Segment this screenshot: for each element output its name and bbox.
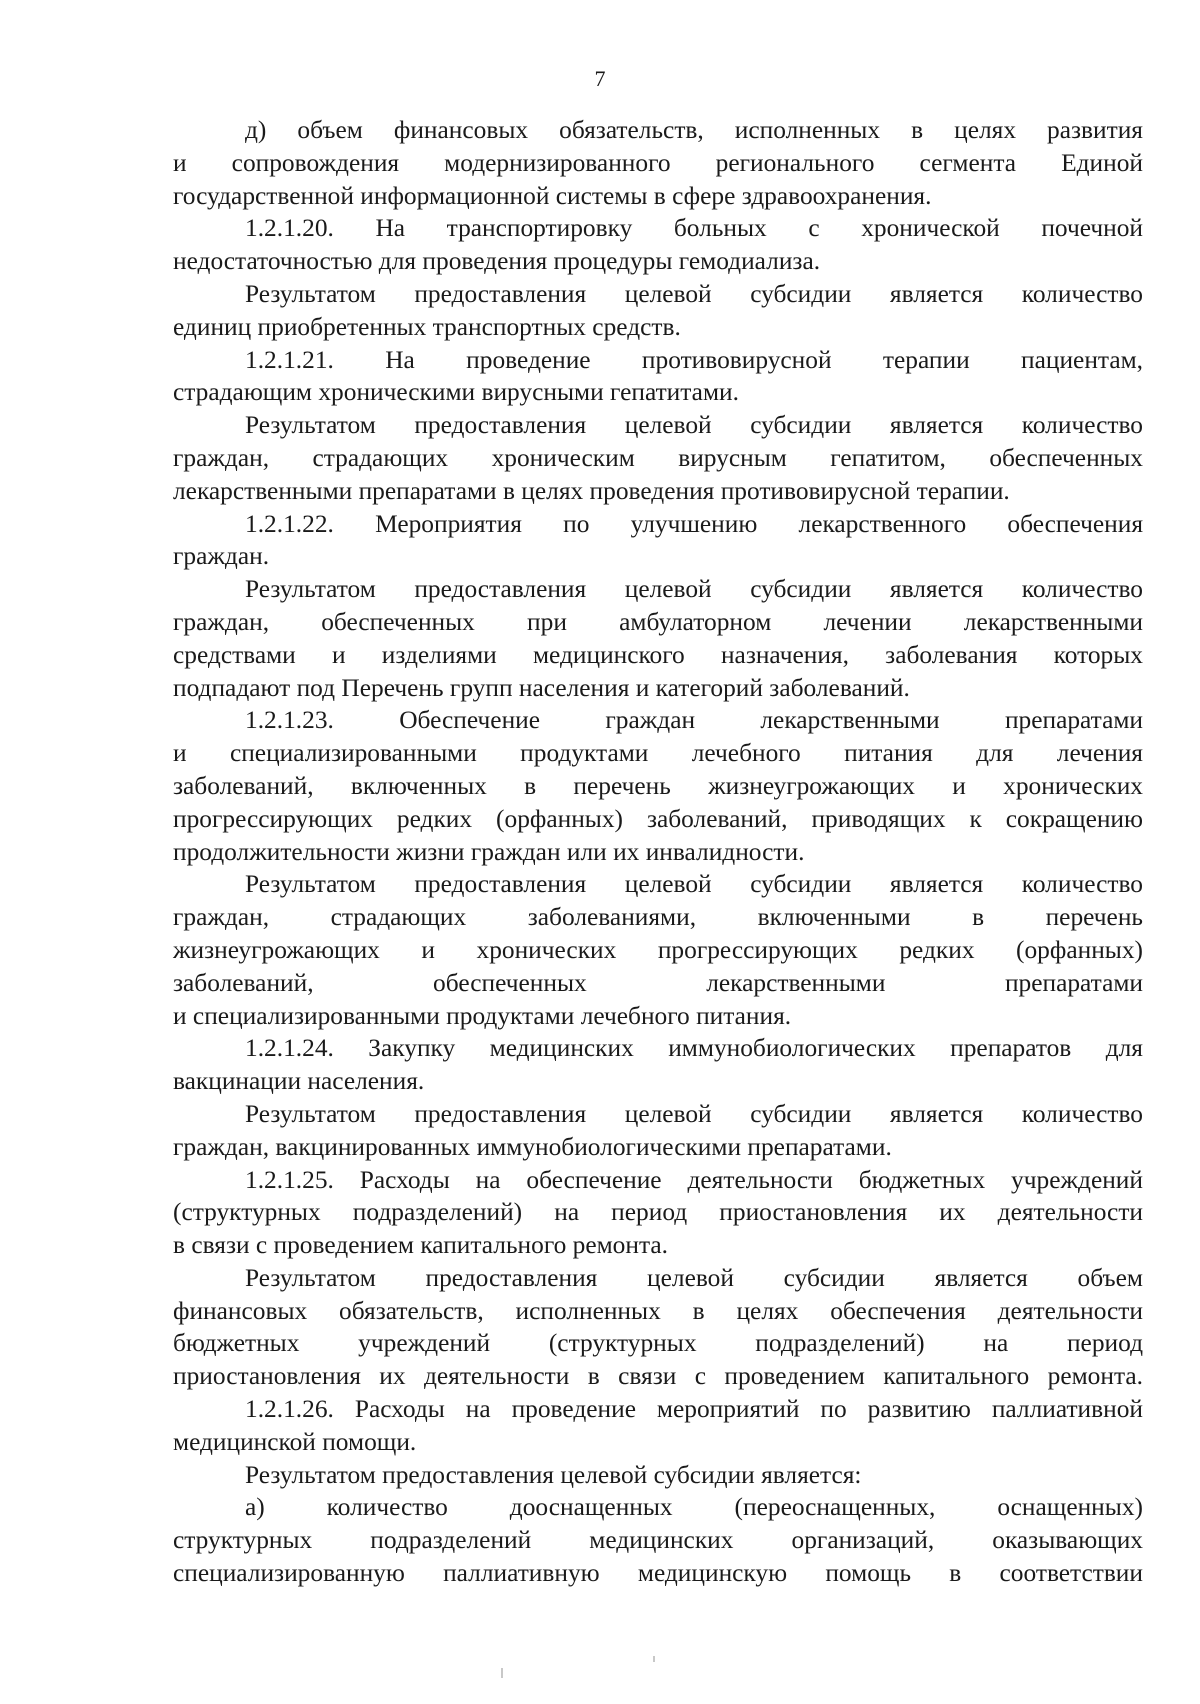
- text-line: 1.2.1.24. Закупку медицинских иммунобиологических препаратов для: [245, 1034, 1143, 1063]
- scan-artifact: [653, 1656, 655, 1662]
- text-line: 1.2.1.20. На транспортировку больных с хронической почечной: [245, 214, 1143, 243]
- text-line: граждан.: [173, 542, 270, 571]
- text-line: финансовых обязательств, исполненных в целях обеспечения деятельности: [173, 1296, 1143, 1325]
- text-line: заболеваний, включенных в перечень жизнеугрожающих и хронических: [173, 771, 1143, 800]
- text-line: граждан, страдающих заболеваниями, включенными в перечень: [173, 903, 1143, 932]
- text-line: бюджетных учреждений (структурных подразделений) на период: [173, 1329, 1143, 1358]
- scan-artifact: [501, 1668, 503, 1678]
- text-line: Результатом предоставления целевой субсидии является объем: [245, 1263, 1143, 1292]
- text-line: медицинской помощи.: [173, 1427, 417, 1456]
- page-number: 7: [594, 66, 606, 91]
- text-line: (структурных подразделений) на период приостановления их деятельности: [173, 1198, 1143, 1227]
- text-line: Результатом предоставления целевой субсидии является количество: [245, 870, 1143, 899]
- text-line: недостаточностью для проведения процедуры гемодиализа.: [173, 247, 821, 276]
- text-line: и сопровождения модернизированного регионального сегмента Единой: [173, 148, 1143, 177]
- text-line: единиц приобретенных транспортных средств.: [173, 312, 681, 341]
- document-body: [173, 114, 1143, 1590]
- text-line: государственной информационной системы в сфере здравоохранения.: [173, 181, 932, 210]
- text-line: 1.2.1.26. Расходы на проведение мероприятий по развитию паллиативной: [245, 1395, 1143, 1424]
- text-line: прогрессирующих редких (орфанных) заболеваний, приводящих к сокращению: [173, 804, 1143, 833]
- text-line: Результатом предоставления целевой субсидии является количество: [245, 279, 1143, 308]
- text-line: вакцинации населения.: [173, 1067, 425, 1096]
- text-line: граждан, страдающих хроническим вирусным гепатитом, обеспеченных: [173, 443, 1143, 472]
- text-line: продолжительности жизни граждан или их инвалидности.: [173, 837, 805, 866]
- text-line: приостановления их деятельности в связи с проведением капитального ремонта.: [173, 1362, 1143, 1391]
- text-line: 1.2.1.23. Обеспечение граждан лекарственными препаратами: [245, 706, 1143, 735]
- text-line: 1.2.1.21. На проведение противовирусной терапии пациентам,: [245, 345, 1143, 374]
- text-line: Результатом предоставления целевой субсидии является количество: [245, 1099, 1143, 1128]
- text-line: структурных подразделений медицинских организаций, оказывающих: [173, 1526, 1143, 1555]
- text-line: Результатом предоставления целевой субсидии является количество: [245, 575, 1143, 604]
- text-line: граждан, вакцинированных иммунобиологическими препаратами.: [173, 1132, 892, 1161]
- text-line: граждан, обеспеченных при амбулаторном лечении лекарственными: [173, 607, 1143, 636]
- text-line: подпадают под Перечень групп населения и категорий заболеваний.: [173, 673, 910, 702]
- text-line: 1.2.1.25. Расходы на обеспечение деятельности бюджетных учреждений: [245, 1165, 1143, 1194]
- text-line: средствами и изделиями медицинского назначения, заболевания которых: [173, 640, 1143, 669]
- text-line: а) количество дооснащенных (переоснащенных, оснащенных): [245, 1493, 1143, 1522]
- text-line: лекарственными препаратами в целях проведения противовирусной терапии.: [173, 476, 1010, 505]
- text-line: и специализированными продуктами лечебного питания для лечения: [173, 739, 1143, 768]
- text-line: Результатом предоставления целевой субсидии является:: [245, 1460, 862, 1489]
- text-line: заболеваний, обеспеченных лекарственными препаратами: [173, 968, 1143, 997]
- text-line: д) объем финансовых обязательств, исполненных в целях развития: [245, 116, 1143, 144]
- text-line: в связи с проведением капитального ремонта.: [173, 1231, 668, 1260]
- text-line: 1.2.1.22. Мероприятия по улучшению лекарственного обеспечения: [245, 509, 1143, 538]
- text-line: и специализированными продуктами лечебного питания.: [173, 1001, 792, 1030]
- text-line: специализированную паллиативную медицинскую помощь в соответствии: [173, 1559, 1143, 1588]
- text-line: Результатом предоставления целевой субсидии является количество: [245, 411, 1143, 440]
- text-line: страдающим хроническими вирусными гепатитами.: [173, 378, 739, 407]
- text-line: жизнеугрожающих и хронических прогрессирующих редких (орфанных): [173, 935, 1143, 964]
